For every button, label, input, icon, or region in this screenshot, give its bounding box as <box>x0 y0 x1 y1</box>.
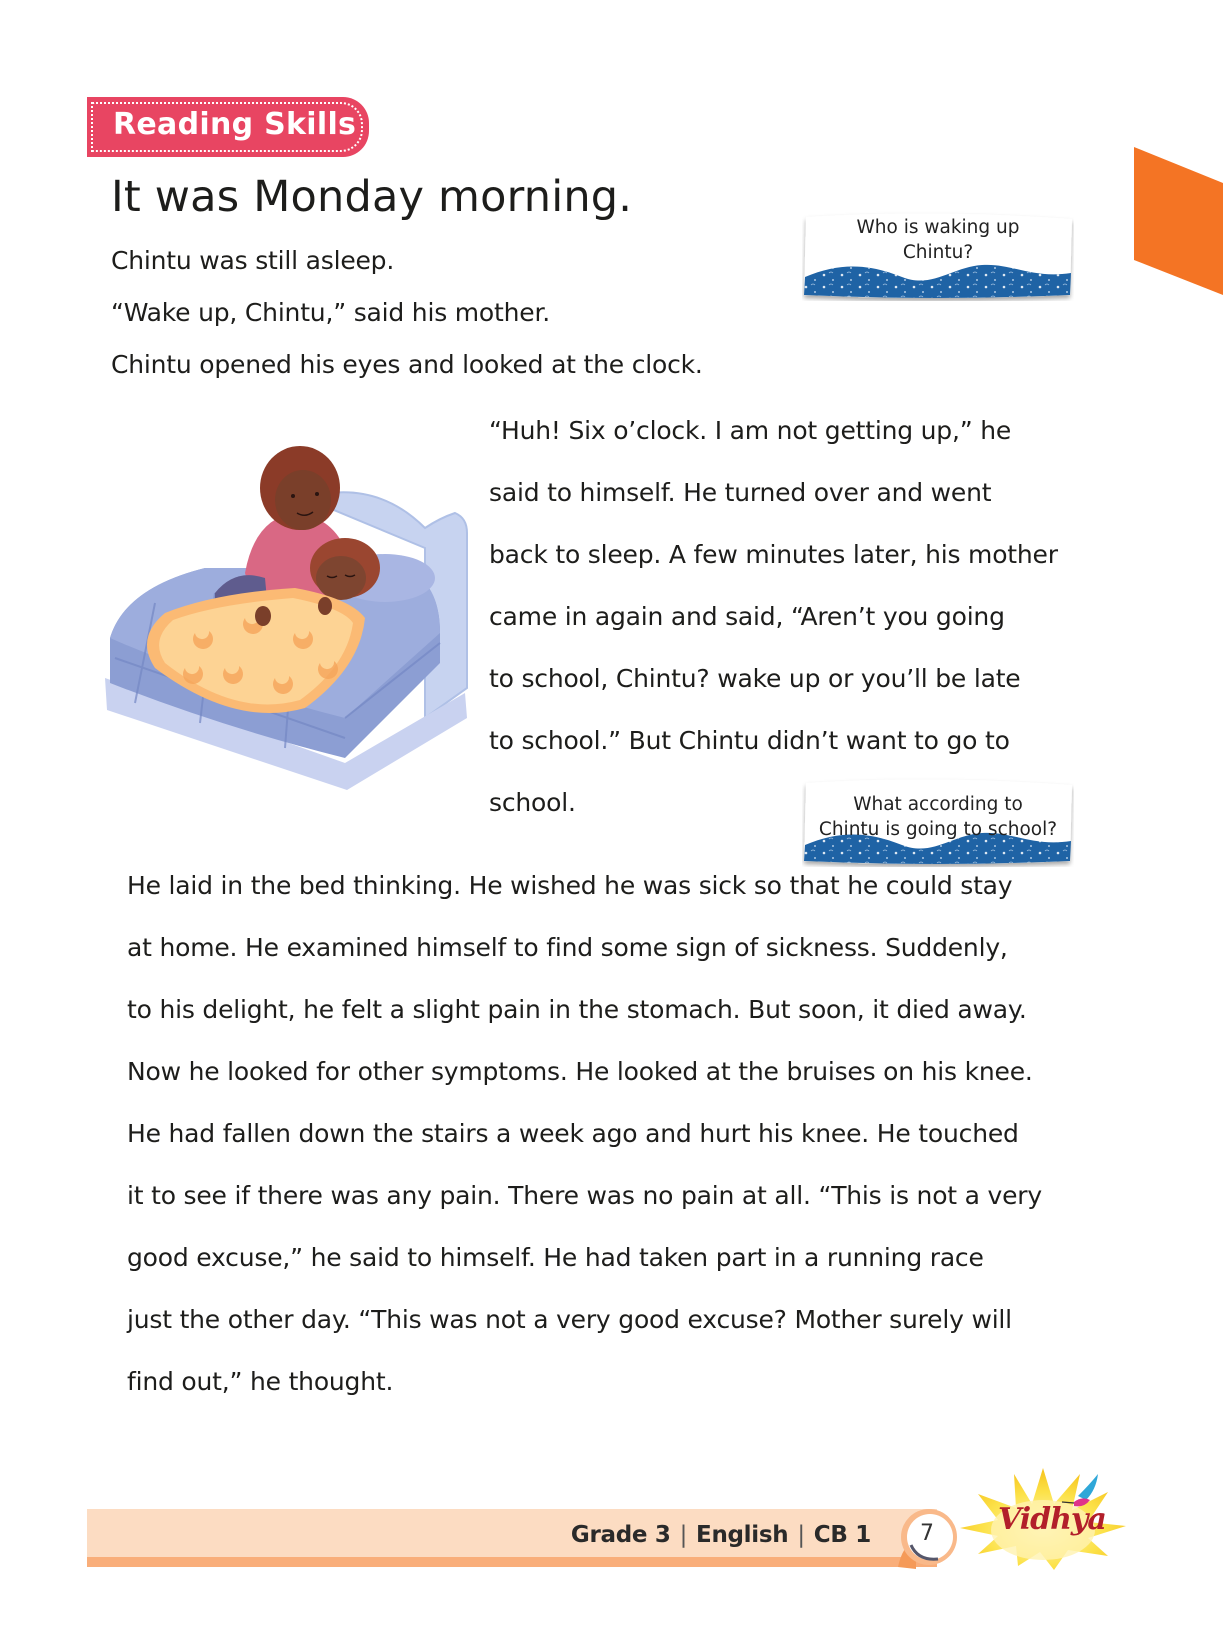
footer-separator: | <box>679 1522 688 1548</box>
story-line: He had fallen down the stairs a week ago and hurt his knee. He touched <box>127 1119 1019 1148</box>
story-line: just the other day. “This was not a very good excuse? Mother surely will <box>127 1305 1012 1334</box>
callout-question-line: What according to <box>853 794 1023 815</box>
story-line: school. <box>489 788 576 817</box>
question-callout-2 <box>802 777 1074 867</box>
story-line: it to see if there was any pain. There was no pain at all. “This is not a very <box>127 1181 1042 1210</box>
callout-question-line: Chintu? <box>902 242 974 263</box>
footer-strip <box>87 1557 937 1567</box>
intro-line: Chintu opened his eyes and looked at the clock. <box>111 350 703 379</box>
story-line: came in again and said, “Aren’t you going <box>489 602 1005 631</box>
footer-grade: Grade 3 <box>570 1522 671 1548</box>
callout-question-line: Who is waking up <box>856 217 1020 238</box>
story-line: to school, Chintu? wake up or you’ll be late <box>489 664 1021 693</box>
story-line: good excuse,” he said to himself. He had taken part in a running race <box>127 1243 984 1272</box>
page-number-badge <box>896 1507 958 1569</box>
mother-waking-child-illustration <box>95 418 475 810</box>
footer-separator: | <box>797 1522 805 1548</box>
section-badge-label: Reading Skills <box>113 107 357 142</box>
callout-question-line: Chintu is going to school? <box>818 819 1058 840</box>
question-callout-1 <box>802 211 1074 301</box>
story-line: “Huh! Six o’clock. I am not getting up,” he <box>489 416 1012 445</box>
intro-line: Chintu was still asleep. <box>111 246 395 275</box>
story-line: back to sleep. A few minutes later, his mother <box>489 540 1058 569</box>
intro-line: “Wake up, Chintu,” said his mother. <box>111 298 550 327</box>
page-number: 7 <box>920 1521 934 1546</box>
story-line: to school.” But Chintu didn’t want to go to <box>489 726 1010 755</box>
page-edge-tab <box>1134 147 1223 295</box>
footer-subject: English <box>696 1522 789 1548</box>
story-title: It was Monday morning. <box>111 172 633 222</box>
footer-book: CB 1 <box>813 1522 871 1548</box>
vidhya-logo <box>958 1466 1128 1572</box>
story-line: Now he looked for other symptoms. He looked at the bruises on his knee. <box>127 1057 1033 1086</box>
story-line: at home. He examined himself to find some sign of sickness. Suddenly, <box>127 933 1008 962</box>
story-line: He laid in the bed thinking. He wished he was sick so that he could stay <box>127 871 1013 900</box>
footer-book-info <box>571 1522 871 1548</box>
section-badge <box>87 97 369 157</box>
story-line: to his delight, he felt a slight pain in the stomach. But soon, it died away. <box>127 995 1027 1024</box>
story-line: find out,” he thought. <box>127 1367 394 1396</box>
brand-name: Vidhya <box>998 1502 1106 1537</box>
story-line: said to himself. He turned over and went <box>489 478 992 507</box>
